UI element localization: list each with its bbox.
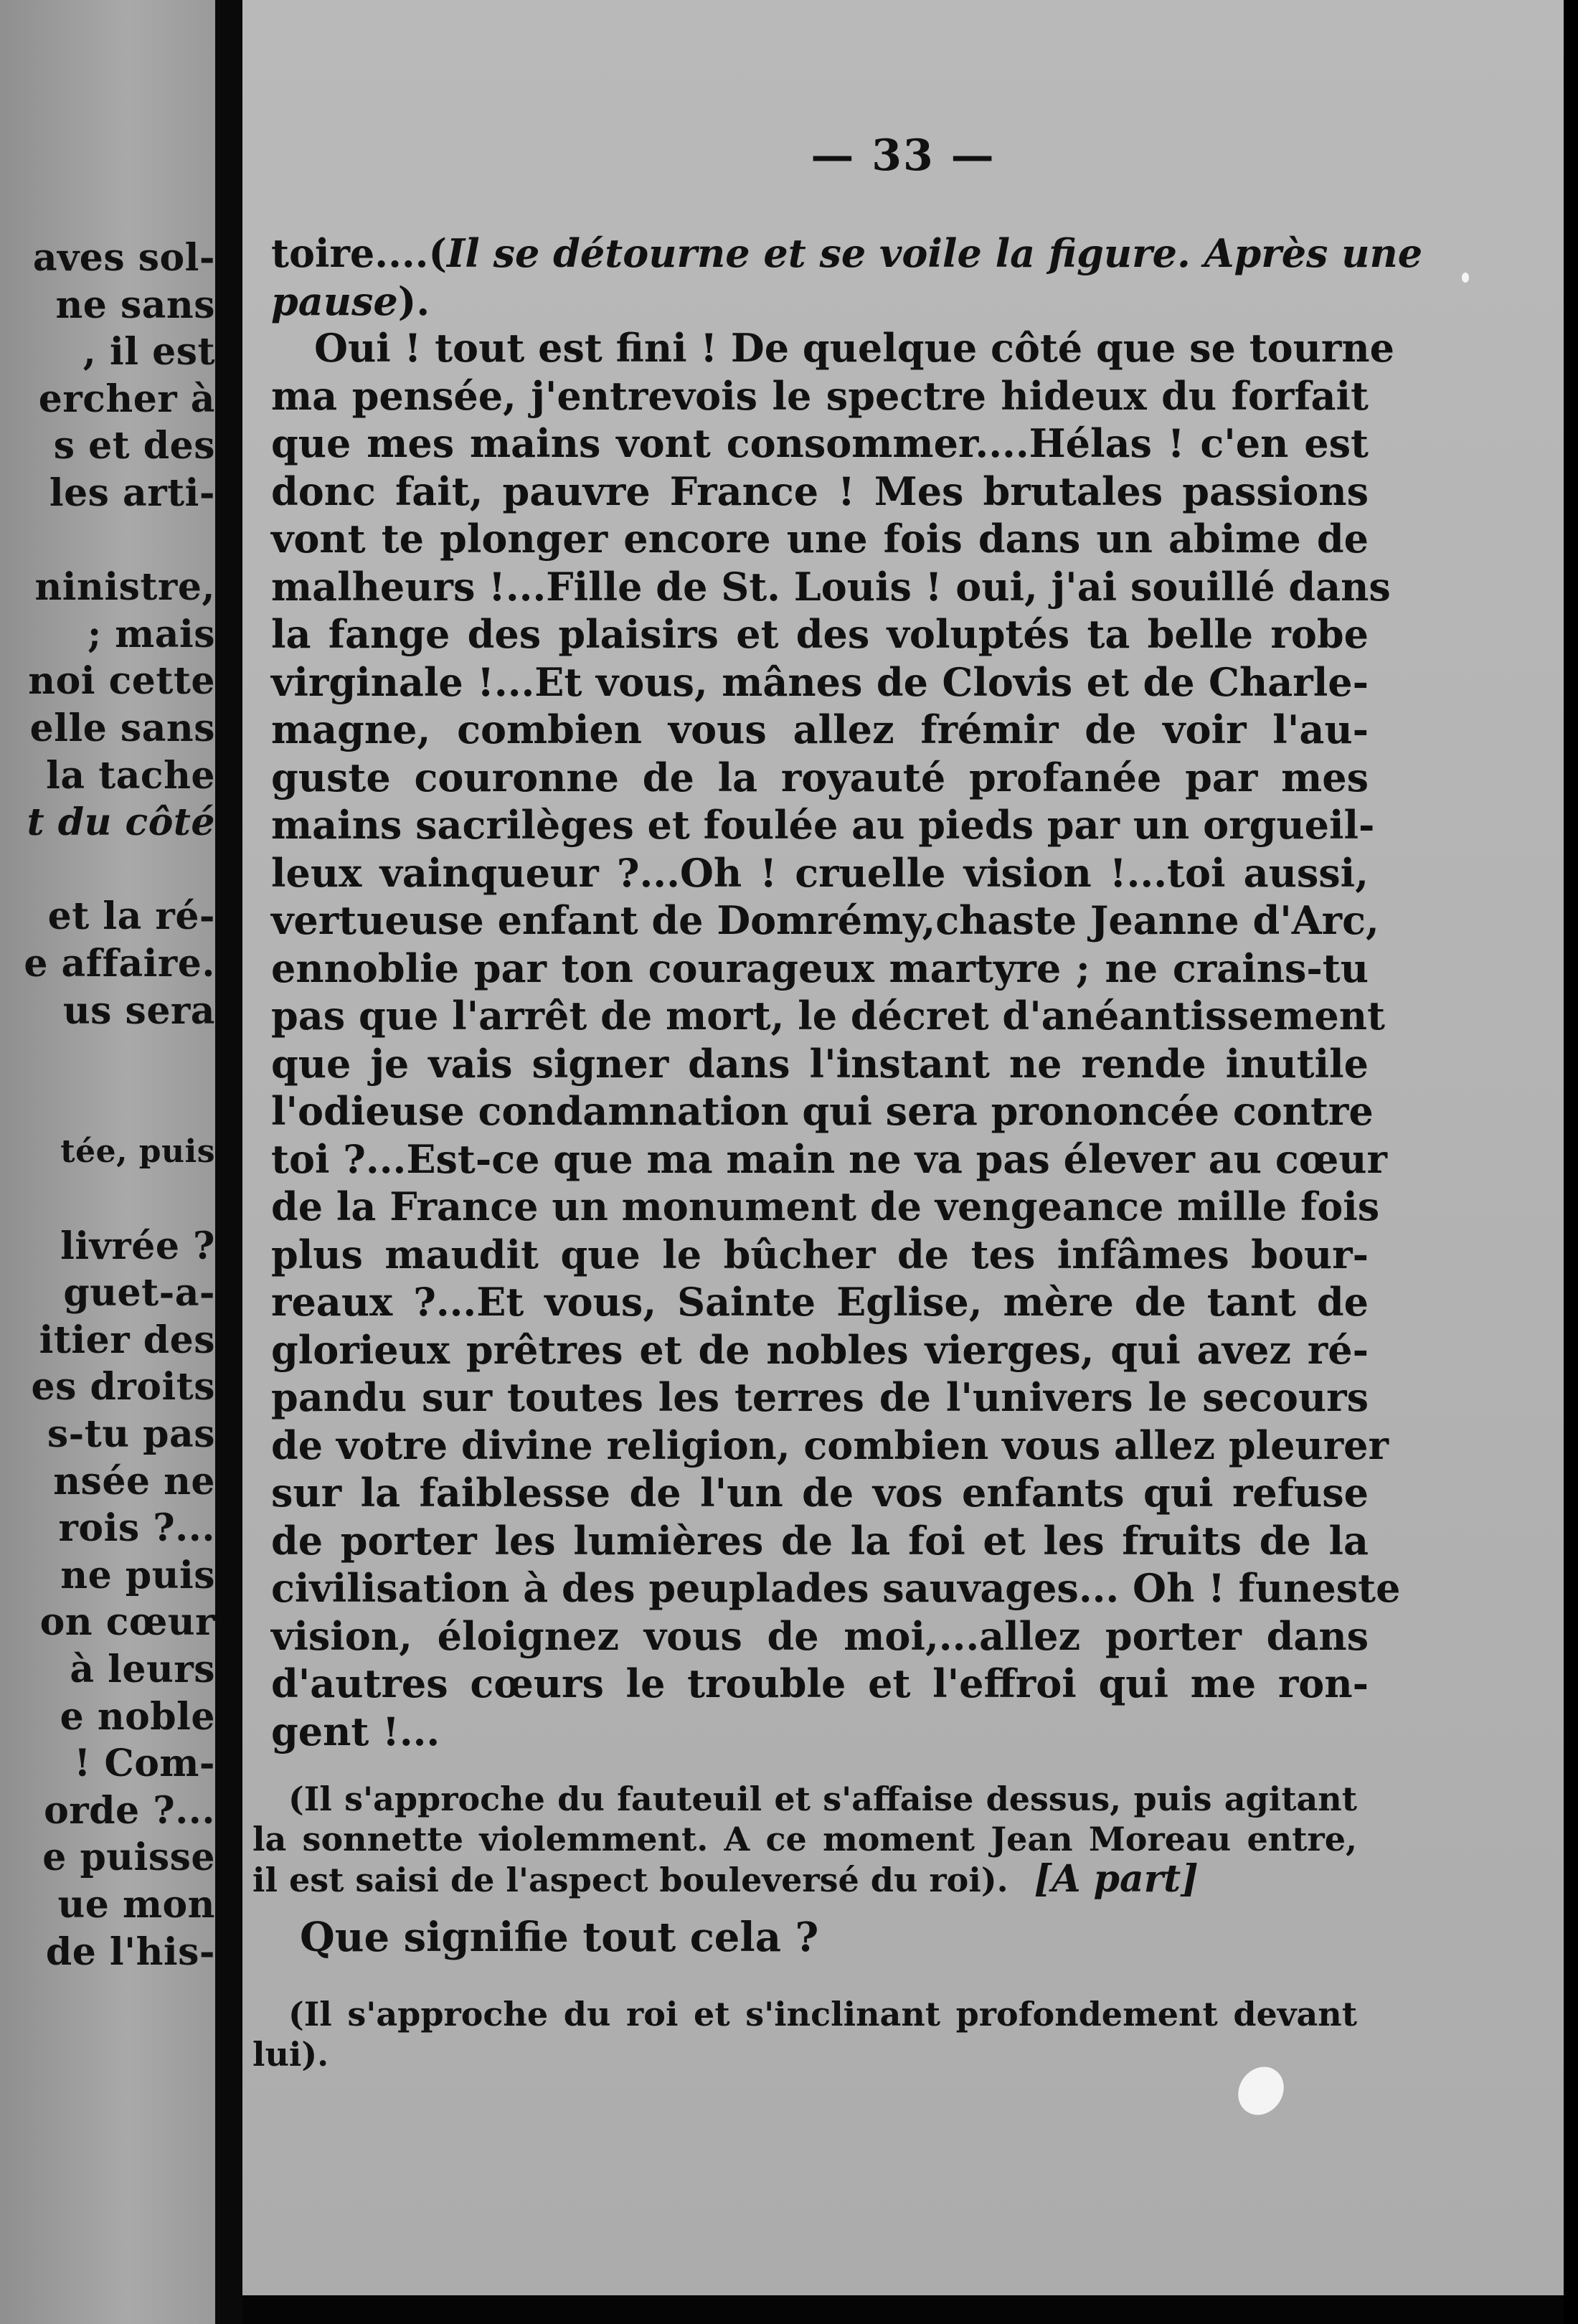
text-line [271, 278, 1369, 326]
left-margin-fragment: s et des [53, 424, 215, 468]
left-margin-fragment: e puisse [42, 1836, 215, 1880]
left-margin-fragment: la tache [46, 753, 215, 798]
text-line: donc fait, pauvre France ! Mes brutales passions [271, 468, 1369, 514]
left-margin-fragment: de l'his- [45, 1929, 215, 1974]
text-line: pas que l'arrêt de mort, le décret d'anéantissement [271, 993, 1385, 1039]
roman-text: ). [397, 278, 430, 324]
roman-text: toire....( [271, 230, 448, 276]
paper-blemish [1462, 273, 1469, 283]
text-line: plus maudit que le bûcher de tes infâmes bour- [271, 1231, 1369, 1277]
left-margin-fragment: les arti- [49, 471, 215, 515]
text-line: ennoblie par ton courageux martyre ; ne crains-tu [271, 945, 1369, 991]
speech-line: Que signifie tout cela ? [300, 1914, 819, 1961]
text-line: Oui ! tout est fini ! De quelque côté que se tourne [314, 325, 1394, 371]
text-line: magne, combien vous allez frémir de voir l'au- [271, 707, 1369, 752]
roman-text: il est saisi de l'aspect bouleversé du roi). [252, 1861, 1008, 1899]
text-line: l'odieuse condamnation qui sera prononcée contre [271, 1088, 1374, 1134]
left-margin-fragment: ercher à [38, 377, 215, 421]
text-line [252, 1859, 1357, 1900]
text-line: pandu sur toutes les terres de l'univers le secours [271, 1374, 1369, 1420]
aside-marker: [A part] [1034, 1857, 1199, 1901]
text-line: mains sacrilèges et foulée au pieds par un orgueil- [271, 802, 1375, 848]
text-line [271, 230, 1423, 278]
text-line: virginale !...Et vous, mânes de Clovis et de Charle- [271, 658, 1369, 705]
text-line: ma pensée, j'entrevois le spectre hideux du forfait [271, 372, 1369, 419]
left-margin-fragment: , il est [82, 330, 215, 374]
text-line: de porter les lumières de la foi et les fruits de la [271, 1517, 1369, 1564]
text-line: vision, éloignez vous de moi,...allez porter dans [271, 1612, 1369, 1659]
left-margin-fragment: noi cette [28, 659, 215, 704]
left-margin-fragment: à leurs [70, 1648, 215, 1691]
left-margin-fragment: itier des [39, 1318, 215, 1362]
left-margin-fragment: us sera [62, 988, 215, 1033]
left-margin-fragment: ! Com- [74, 1742, 215, 1786]
left-margin-fragment: e noble [60, 1694, 215, 1739]
left-margin-fragment: ne sans [55, 283, 215, 327]
left-margin-fragment: elle sans [29, 707, 215, 750]
left-margin-fragment: s-tu pas [47, 1412, 215, 1456]
stage-direction [252, 1994, 1357, 2074]
left-margin-fragment: tée, puis [60, 1133, 215, 1171]
text-line: glorieux prêtres et de nobles vierges, qui avez ré- [271, 1326, 1369, 1373]
stage-direction [252, 1779, 1357, 1900]
text-line: (Il s'approche du roi et s'inclinant profondement devant [288, 1995, 1357, 2034]
text-line: que mes mains vont consommer....Hélas ! c'en est [271, 420, 1369, 466]
text-line: (Il s'approche du fauteuil et s'affaise dessus, puis agitant [288, 1780, 1357, 1818]
left-margin-fragment: ; mais [87, 612, 215, 656]
left-margin-fragment: e affaire. [24, 942, 215, 986]
left-page-fragment [0, 0, 215, 2324]
left-margin-fragment: livrée ? [60, 1224, 215, 1268]
right-page [242, 0, 1564, 2324]
text-line: reaux ?...Et vous, Sainte Eglise, mère de tant de [271, 1279, 1369, 1325]
left-margin-fragment: guet-a- [63, 1271, 215, 1315]
text-line: guste couronne de la royauté profanée par mes [271, 754, 1369, 800]
left-margin-fragment: es droits [31, 1365, 215, 1409]
text-line: vont te plonger encore une fois dans un abime de [271, 516, 1369, 562]
italic-stage-text: Il se détourne et se voile la figure. Après une [447, 230, 1423, 276]
text-line: d'autres cœurs le trouble et l'effroi qui me ron- [271, 1661, 1369, 1706]
page-number: — 33 — [811, 131, 996, 181]
left-margin-fragment: on cœur [39, 1600, 215, 1645]
italic-stage-text: pause [271, 278, 398, 324]
text-line: leux vainqueur ?...Oh ! cruelle vision !...toi aussi, [271, 849, 1369, 896]
left-margin-fragment: t du côté [27, 800, 215, 845]
left-margin-fragment: aves sol- [32, 236, 215, 280]
roman-text: lui). [252, 2035, 329, 2074]
left-margin-fragment: rois ?... [58, 1506, 215, 1551]
text-line: civilisation à des peuplades sauvages... Oh ! funeste [271, 1565, 1401, 1611]
text-line [252, 2034, 1357, 2074]
text-line: gent !... [271, 1708, 440, 1754]
book-spine [215, 0, 242, 2324]
left-margin-fragment: ne puis [60, 1553, 215, 1597]
text-line: malheurs !...Fille de St. Louis ! oui, j'ai souillé dans [271, 563, 1391, 610]
left-margin-fragment: ninistre, [34, 565, 215, 610]
left-margin-fragment: et la ré- [47, 894, 215, 939]
left-margin-fragment: nsée ne [53, 1459, 215, 1503]
opening-line [271, 230, 1423, 325]
text-line: la sonnette violemment. A ce moment Jean Moreau entre, [252, 1820, 1357, 1858]
left-margin-fragment: ue mon [57, 1883, 215, 1927]
text-line: de votre divine religion, combien vous allez pleurer [271, 1422, 1389, 1468]
text-line: la fange des plaisirs et des voluptés ta belle robe [271, 611, 1369, 657]
text-line: vertueuse enfant de Domrémy,chaste Jeanne d'Arc, [271, 897, 1379, 943]
monologue-paragraph [271, 324, 1401, 1755]
text-line: toi ?...Est-ce que ma main ne va pas élever au cœur [271, 1135, 1387, 1182]
text-line: de la France un monument de vengeance mille fois [271, 1184, 1380, 1229]
left-margin-fragment: orde ?... [44, 1788, 215, 1833]
text-line: sur la faiblesse de l'un de vos enfants qui refuse [271, 1470, 1369, 1516]
text-line: que je vais signer dans l'instant ne rende inutile [271, 1040, 1369, 1087]
